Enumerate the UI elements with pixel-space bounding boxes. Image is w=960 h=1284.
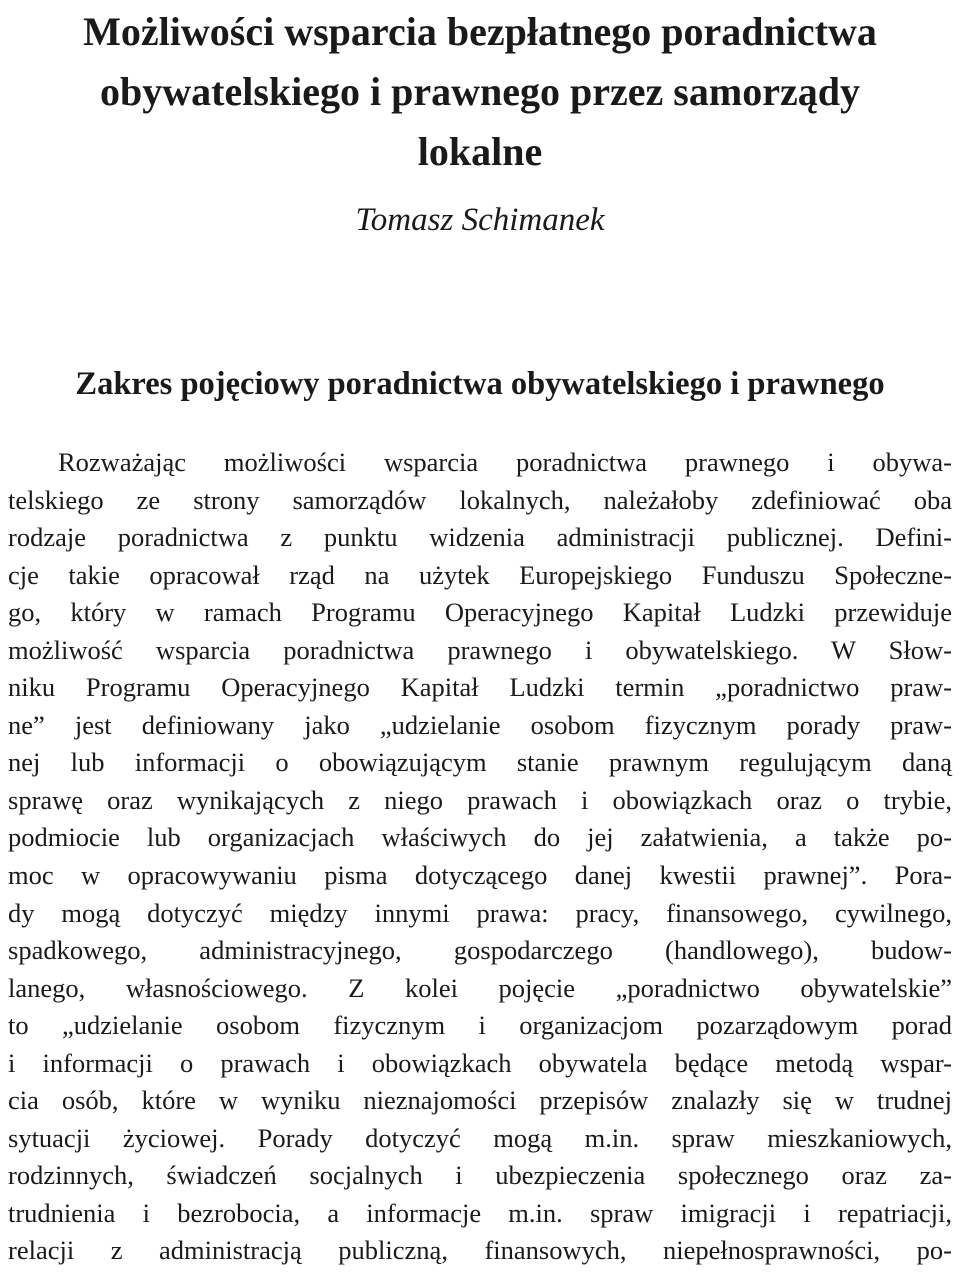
paragraph-line: moc w opracowywaniu pisma dotyczącego danej kwestii prawnej”. Pora- (8, 860, 952, 891)
paragraph-line: Rozważając możliwości wsparcia poradnictwa prawnego i obywa- (58, 447, 952, 477)
paragraph-line: podmiocie lub organizacjach właściwych do jej załatwienia, a także po- (8, 822, 952, 853)
paragraph-line: spadkowego, administracyjnego, gospodarczego (handlowego), budow- (8, 935, 952, 966)
paragraph-line: cia osób, które w wyniku nieznajomości przepisów znalazły się w trudnej (8, 1085, 952, 1116)
paragraph-line: nej lub informacji o obowiązującym stanie prawnym regulującym daną (8, 747, 952, 778)
paragraph-line: niku Programu Operacyjnego Kapitał Ludzki termin „poradnictwo praw- (8, 672, 952, 703)
paragraph-line: sprawę oraz wynikających z niego prawach i obowiązkach oraz o trybie, (8, 784, 952, 815)
paragraph-line: telskiego ze strony samorządów lokalnych, należałoby zdefiniować oba (8, 484, 952, 515)
section-heading: Zakres pojęciowy poradnictwa obywatelskiego i prawnego (75, 366, 885, 402)
paragraph-line: lanego, własnościowego. Z kolei pojęcie „poradnictwo obywatelskie” (8, 972, 952, 1003)
body-paragraph (8, 444, 952, 1270)
document-title (8, 2, 952, 182)
paragraph-line: rodzinnych, świadczeń socjalnych i ubezpieczenia społecznego oraz za- (8, 1160, 952, 1191)
paragraph-line: rodzaje poradnictwa z punktu widzenia administracji publicznej. Defini- (8, 522, 952, 553)
title-line: lokalne (417, 129, 543, 174)
paragraph-line: sytuacji życiowej. Porady dotyczyć mogą m.in. spraw mieszkaniowych, (8, 1122, 952, 1153)
paragraph-line: dy mogą dotyczyć między innymi prawa: pracy, finansowego, cywilnego, (8, 897, 952, 928)
paragraph-line: relacji z administracją publiczną, finansowych, niepełnosprawności, po- (8, 1235, 952, 1266)
paragraph-line: go, który w ramach Programu Operacyjnego Kapitał Ludzki przewiduje (8, 597, 952, 628)
document-page (8, 0, 952, 1284)
paragraph-line: i informacji o prawach i obowiązkach obywatela będące metodą wspar- (8, 1047, 952, 1078)
paragraph-line: to „udzielanie osobom fizycznym i organizacjom pozarządowym porad (8, 1010, 952, 1041)
paragraph-line: trudnienia i bezrobocia, a informacje m.in. spraw imigracji i repatriacji, (8, 1197, 952, 1228)
paragraph-line: możliwość wsparcia poradnictwa prawnego i obywatelskiego. W Słow- (8, 634, 952, 665)
title-line: obywatelskiego i prawnego przez samorządy (100, 69, 860, 114)
title-line: Możliwości wsparcia bezpłatnego poradnictwa (83, 9, 877, 54)
author-name: Tomasz Schimanek (355, 202, 605, 238)
paragraph-line: ne” jest definiowany jako „udzielanie osobom fizycznym porady praw- (8, 709, 952, 740)
paragraph-line: cje takie opracował rząd na użytek Europejskiego Funduszu Społeczne- (8, 559, 952, 590)
